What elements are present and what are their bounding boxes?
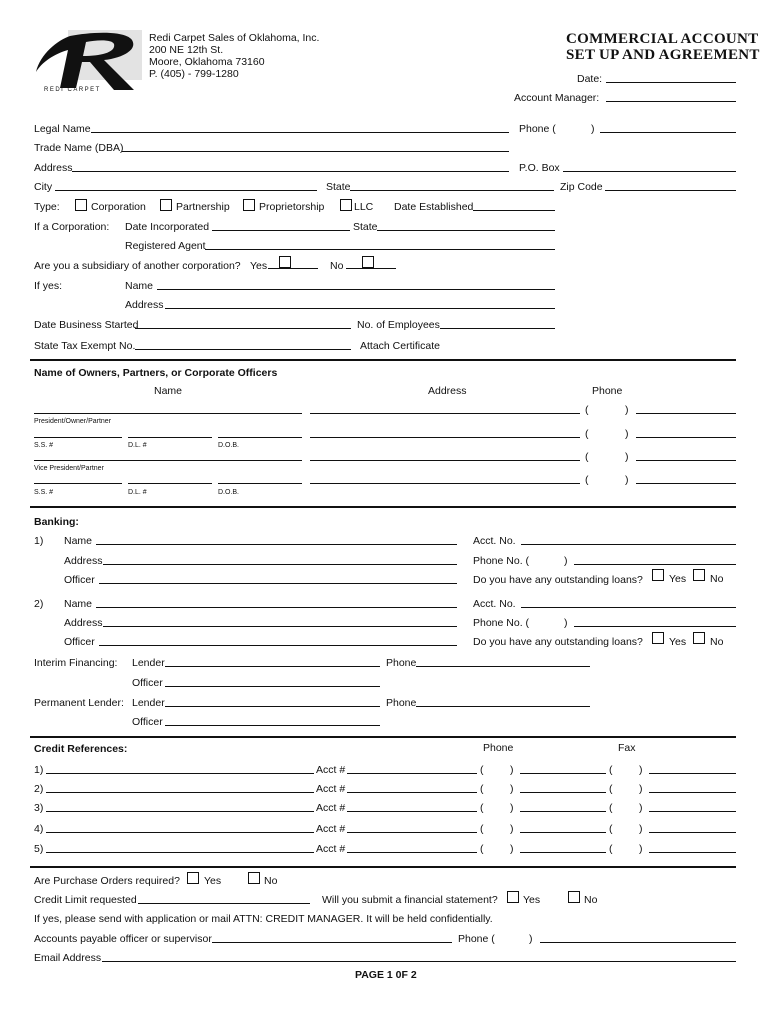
credit-ref-fax-open: ( bbox=[609, 843, 613, 855]
credit-ref-fax-open: ( bbox=[609, 783, 613, 795]
divider-2 bbox=[30, 506, 736, 508]
trade-name-label: Trade Name (DBA) bbox=[34, 142, 124, 154]
email-field[interactable] bbox=[102, 961, 736, 962]
date-established-field[interactable] bbox=[473, 210, 555, 211]
bank2-name-field[interactable] bbox=[96, 607, 457, 608]
po-no-checkbox[interactable] bbox=[248, 872, 260, 884]
partnership-label: Partnership bbox=[176, 201, 230, 213]
financial-statement-question: Will you submit a financial statement? bbox=[322, 894, 498, 906]
owner1-dl-field[interactable] bbox=[128, 437, 212, 438]
owner1-ss-label: S.S. # bbox=[34, 442, 54, 449]
owner1-dob-label: D.O.B. bbox=[218, 442, 240, 449]
bank1-loans-yes-label: Yes bbox=[669, 573, 687, 585]
credit-ref-fax-field[interactable] bbox=[649, 852, 736, 853]
credit-ref-name-field[interactable] bbox=[46, 832, 314, 833]
date-incorporated-label: Date Incorporated bbox=[125, 221, 210, 233]
owner1-phone-field[interactable] bbox=[636, 413, 736, 414]
bank1-phone-field[interactable] bbox=[574, 564, 736, 565]
credit-ref-number: 1) bbox=[34, 764, 44, 776]
permanent-lender-label: Permanent Lender: bbox=[34, 697, 124, 709]
bank1-loans-question: Do you have any outstanding loans? bbox=[473, 574, 643, 586]
credit-limit-field[interactable] bbox=[138, 903, 310, 904]
credit-ref-phone-close: ) bbox=[510, 823, 514, 835]
credit-ref-fax-field[interactable] bbox=[649, 811, 736, 812]
page-number: PAGE 1 0F 2 bbox=[355, 969, 417, 981]
owner2-phone-open: ( bbox=[585, 451, 589, 463]
llc-label: LLC bbox=[354, 201, 374, 213]
permanent-lender-field[interactable] bbox=[165, 706, 380, 707]
credit-ref-fax-close: ) bbox=[639, 843, 643, 855]
bank2-phone-close: ) bbox=[564, 617, 568, 629]
interim-phone-label: Phone bbox=[386, 657, 417, 669]
interim-phone-field[interactable] bbox=[416, 666, 590, 667]
attach-certificate-label: Attach Certificate bbox=[360, 340, 440, 352]
bank2-phone-label: Phone No. ( bbox=[473, 617, 530, 629]
owner2-dob-label: D.O.B. bbox=[218, 489, 240, 496]
bank2-phone-field[interactable] bbox=[574, 626, 736, 627]
owner1-dl-label: D.L. # bbox=[128, 442, 147, 449]
credit-ref-fax-close: ) bbox=[639, 764, 643, 776]
parent-address-label: Address bbox=[125, 299, 164, 311]
owner2-phone2-field[interactable] bbox=[636, 483, 736, 484]
owner2-ss-label: S.S. # bbox=[34, 489, 54, 496]
employees-field[interactable] bbox=[440, 328, 555, 329]
parent-name-field[interactable] bbox=[157, 289, 555, 290]
credit-ref-name-field[interactable] bbox=[46, 792, 314, 793]
bank2-loans-no-label: No bbox=[710, 636, 724, 648]
date-field[interactable] bbox=[606, 82, 736, 83]
subsidiary-no-line bbox=[346, 268, 396, 269]
owners-col-address: Address bbox=[428, 385, 467, 397]
owners-heading: Name of Owners, Partners, or Corporate Officers bbox=[34, 367, 278, 379]
owner1-dob-field[interactable] bbox=[218, 437, 302, 438]
if-yes-label: If yes: bbox=[34, 280, 63, 292]
zip-label: Zip Code bbox=[560, 181, 603, 193]
credit-ref-phone-open: ( bbox=[480, 843, 484, 855]
account-manager-field[interactable] bbox=[606, 101, 736, 102]
credit-ref-fax-open: ( bbox=[609, 764, 613, 776]
po-yes-label: Yes bbox=[204, 875, 222, 887]
credit-ref-name-field[interactable] bbox=[46, 852, 314, 853]
credit-ref-phone-open: ( bbox=[480, 823, 484, 835]
logo-text: REDI CARPET bbox=[44, 87, 101, 93]
bank2-officer-label: Officer bbox=[64, 636, 95, 648]
credit-ref-fax-open: ( bbox=[609, 802, 613, 814]
incorporated-state-field[interactable] bbox=[377, 230, 555, 231]
po-yes-checkbox[interactable] bbox=[187, 872, 199, 884]
owner2-name-field[interactable] bbox=[34, 460, 302, 461]
parent-name-label: Name bbox=[125, 280, 154, 292]
credit-ref-phone-close: ) bbox=[510, 802, 514, 814]
credit-ref-phone-field[interactable] bbox=[520, 832, 606, 833]
interim-lender-label: Lender bbox=[132, 657, 165, 669]
if-corporation-label: If a Corporation: bbox=[34, 221, 110, 233]
credit-ref-phone-field[interactable] bbox=[520, 773, 606, 774]
owner1-ss-field[interactable] bbox=[34, 437, 122, 438]
legal-name-field[interactable] bbox=[91, 132, 509, 133]
registered-agent-field[interactable] bbox=[205, 249, 555, 250]
date-established-label: Date Established bbox=[394, 201, 474, 213]
corporation-checkbox[interactable] bbox=[75, 199, 87, 211]
subsidiary-question: Are you a subsidiary of another corporation? bbox=[34, 260, 241, 272]
credit-ref-number: 5) bbox=[34, 843, 44, 855]
tax-exempt-label: State Tax Exempt No. bbox=[34, 340, 136, 352]
credit-ref-acct-label: Acct # bbox=[316, 764, 346, 776]
tax-exempt-field[interactable] bbox=[135, 349, 351, 350]
interim-officer-field[interactable] bbox=[165, 686, 380, 687]
bank2-acct-label: Acct. No. bbox=[473, 598, 516, 610]
credit-ref-phone-close: ) bbox=[510, 843, 514, 855]
confidential-notice: If yes, please send with application or mail ATTN: CREDIT MANAGER. It will be held confidentially. bbox=[34, 913, 493, 925]
llc-checkbox[interactable] bbox=[340, 199, 352, 211]
company-address1: 200 NE 12th St. bbox=[149, 44, 224, 56]
credit-ref-acct-label: Acct # bbox=[316, 783, 346, 795]
credit-ref-fax-close: ) bbox=[639, 802, 643, 814]
owner2-phone-field[interactable] bbox=[636, 460, 736, 461]
owner2-phone2-open: ( bbox=[585, 474, 589, 486]
type-label: Type: bbox=[34, 201, 60, 213]
proprietorship-label: Proprietorship bbox=[259, 201, 325, 213]
credit-ref-acct-field[interactable] bbox=[347, 773, 477, 774]
credit-ref-phone-field[interactable] bbox=[520, 811, 606, 812]
credit-ref-fax-open: ( bbox=[609, 823, 613, 835]
owner1-role-label: President/Owner/Partner bbox=[34, 418, 112, 425]
permanent-phone-label: Phone bbox=[386, 697, 417, 709]
divider-1 bbox=[30, 359, 736, 361]
bank1-number: 1) bbox=[34, 535, 44, 547]
state-field[interactable] bbox=[350, 190, 554, 191]
credit-ref-acct-field[interactable] bbox=[347, 832, 477, 833]
bank1-officer-field[interactable] bbox=[99, 583, 457, 584]
credit-ref-phone-open: ( bbox=[480, 764, 484, 776]
owner2-phone-close: ) bbox=[625, 451, 629, 463]
bank2-loans-no-checkbox[interactable] bbox=[693, 632, 705, 644]
owner1-phone2-open: ( bbox=[585, 428, 589, 440]
company-phone: P. (405) - 799-1280 bbox=[149, 68, 239, 80]
permanent-officer-field[interactable] bbox=[165, 725, 380, 726]
bank2-name-label: Name bbox=[64, 598, 93, 610]
address-field[interactable] bbox=[72, 171, 509, 172]
city-field[interactable] bbox=[55, 190, 317, 191]
subsidiary-no-checkbox[interactable] bbox=[362, 256, 374, 268]
credit-col-phone: Phone bbox=[483, 742, 514, 754]
divider-4 bbox=[30, 866, 736, 868]
proprietorship-checkbox[interactable] bbox=[243, 199, 255, 211]
banking-heading: Banking: bbox=[34, 516, 79, 528]
date-started-label: Date Business Started bbox=[34, 319, 139, 331]
interim-lender-field[interactable] bbox=[165, 666, 380, 667]
credit-ref-phone-close: ) bbox=[510, 764, 514, 776]
phone-close: ) bbox=[591, 123, 595, 135]
owner2-ss-field[interactable] bbox=[34, 483, 122, 484]
bank2-officer-field[interactable] bbox=[99, 645, 457, 646]
ap-officer-label: Accounts payable officer or supervisor bbox=[34, 933, 212, 945]
divider-3 bbox=[30, 736, 736, 738]
ap-phone-close: ) bbox=[529, 933, 533, 945]
bank1-name-label: Name bbox=[64, 535, 93, 547]
owners-col-phone: Phone bbox=[592, 385, 623, 397]
owner2-dl-field[interactable] bbox=[128, 483, 212, 484]
credit-ref-acct-field[interactable] bbox=[347, 792, 477, 793]
interim-officer-label: Officer bbox=[132, 677, 163, 689]
credit-ref-fax-field[interactable] bbox=[649, 773, 736, 774]
bank1-address-label: Address bbox=[64, 555, 103, 567]
parent-address-field[interactable] bbox=[165, 308, 555, 309]
po-no-label: No bbox=[264, 875, 278, 887]
registered-agent-label: Registered Agent bbox=[125, 240, 206, 252]
phone-label: Phone ( bbox=[519, 123, 556, 135]
bank1-loans-no-label: No bbox=[710, 573, 724, 585]
bank1-officer-label: Officer bbox=[64, 574, 95, 586]
owner2-phone2-close: ) bbox=[625, 474, 629, 486]
credit-ref-phone-open: ( bbox=[480, 802, 484, 814]
bank1-loans-yes-checkbox[interactable] bbox=[652, 569, 664, 581]
owner1-phone2-field[interactable] bbox=[636, 437, 736, 438]
account-manager-label: Account Manager: bbox=[514, 92, 600, 104]
address-label: Address bbox=[34, 162, 73, 174]
credit-col-fax: Fax bbox=[618, 742, 636, 754]
credit-ref-name-field[interactable] bbox=[46, 811, 314, 812]
credit-ref-fax-close: ) bbox=[639, 783, 643, 795]
bank1-phone-close: ) bbox=[564, 555, 568, 567]
owner1-phone-open: ( bbox=[585, 404, 589, 416]
legal-name-label: Legal Name bbox=[34, 123, 91, 135]
credit-ref-number: 4) bbox=[34, 823, 44, 835]
bank1-acct-field[interactable] bbox=[521, 544, 736, 545]
bank1-acct-label: Acct. No. bbox=[473, 535, 516, 547]
ap-phone-label: Phone ( bbox=[458, 933, 495, 945]
form-title-line2: SET UP AND AGREEMENT bbox=[566, 47, 760, 63]
form-title-line1: COMMERCIAL ACCOUNT bbox=[566, 31, 759, 47]
subsidiary-yes-label: Yes bbox=[250, 260, 268, 272]
subsidiary-no-label: No bbox=[330, 260, 344, 272]
city-label: City bbox=[34, 181, 53, 193]
bank2-address-field[interactable] bbox=[103, 626, 457, 627]
purchase-orders-question: Are Purchase Orders required? bbox=[34, 875, 180, 887]
date-label: Date: bbox=[577, 73, 603, 85]
subsidiary-yes-checkbox[interactable] bbox=[279, 256, 291, 268]
credit-ref-number: 3) bbox=[34, 802, 44, 814]
credit-ref-phone-field[interactable] bbox=[520, 792, 606, 793]
credit-heading: Credit References: bbox=[34, 743, 128, 755]
bank1-name-field[interactable] bbox=[96, 544, 457, 545]
financial-no-checkbox[interactable] bbox=[568, 891, 580, 903]
credit-ref-phone-open: ( bbox=[480, 783, 484, 795]
po-box-label: P.O. Box bbox=[519, 162, 560, 174]
owner2-address-field[interactable] bbox=[310, 460, 580, 461]
credit-ref-fax-field[interactable] bbox=[649, 792, 736, 793]
state-label: State bbox=[326, 181, 351, 193]
owner2-role-label: Vice President/Partner bbox=[34, 465, 104, 472]
owner1-phone-close: ) bbox=[625, 404, 629, 416]
credit-ref-name-field[interactable] bbox=[46, 773, 314, 774]
email-label: Email Address bbox=[34, 952, 102, 964]
credit-ref-acct-label: Acct # bbox=[316, 802, 346, 814]
phone-field[interactable] bbox=[600, 132, 736, 133]
permanent-officer-label: Officer bbox=[132, 716, 163, 728]
credit-ref-fax-field[interactable] bbox=[649, 832, 736, 833]
owner1-address-field[interactable] bbox=[310, 413, 580, 414]
credit-ref-number: 2) bbox=[34, 783, 44, 795]
credit-limit-label: Credit Limit requested bbox=[34, 894, 137, 906]
partnership-checkbox[interactable] bbox=[160, 199, 172, 211]
credit-ref-acct-field[interactable] bbox=[347, 852, 477, 853]
financial-no-label: No bbox=[584, 894, 598, 906]
credit-ref-acct-field[interactable] bbox=[347, 811, 477, 812]
corporation-label: Corporation bbox=[91, 201, 146, 213]
ap-officer-field[interactable] bbox=[212, 942, 452, 943]
permanent-lender-name-label: Lender bbox=[132, 697, 165, 709]
owner1-phone2-close: ) bbox=[625, 428, 629, 440]
bank1-loans-no-checkbox[interactable] bbox=[693, 569, 705, 581]
bank2-acct-field[interactable] bbox=[521, 607, 736, 608]
bank2-loans-yes-label: Yes bbox=[669, 636, 687, 648]
zip-field[interactable] bbox=[605, 190, 736, 191]
employees-label: No. of Employees bbox=[357, 319, 440, 331]
owner2-dob-field[interactable] bbox=[218, 483, 302, 484]
bank2-loans-question: Do you have any outstanding loans? bbox=[473, 636, 643, 648]
bank2-loans-yes-checkbox[interactable] bbox=[652, 632, 664, 644]
owner1-name-field[interactable] bbox=[34, 413, 302, 414]
credit-ref-phone-field[interactable] bbox=[520, 852, 606, 853]
owner2-dl-label: D.L. # bbox=[128, 489, 147, 496]
credit-ref-acct-label: Acct # bbox=[316, 843, 346, 855]
interim-financing-label: Interim Financing: bbox=[34, 657, 118, 669]
company-address2: Moore, Oklahoma 73160 bbox=[149, 56, 265, 68]
credit-ref-fax-close: ) bbox=[639, 823, 643, 835]
bank2-address-label: Address bbox=[64, 617, 103, 629]
owner2-address2-field[interactable] bbox=[310, 483, 580, 484]
trade-name-field[interactable] bbox=[122, 151, 509, 152]
ap-phone-field[interactable] bbox=[540, 942, 736, 943]
date-incorporated-field[interactable] bbox=[212, 230, 350, 231]
bank2-number: 2) bbox=[34, 598, 44, 610]
credit-ref-phone-close: ) bbox=[510, 783, 514, 795]
bank1-address-field[interactable] bbox=[103, 564, 457, 565]
financial-yes-label: Yes bbox=[523, 894, 541, 906]
bank1-phone-label: Phone No. ( bbox=[473, 555, 530, 567]
subsidiary-yes-line bbox=[268, 268, 318, 269]
incorporated-state-label: State bbox=[353, 221, 378, 233]
financial-yes-checkbox[interactable] bbox=[507, 891, 519, 903]
date-started-field[interactable] bbox=[135, 328, 351, 329]
permanent-phone-field[interactable] bbox=[416, 706, 590, 707]
po-box-field[interactable] bbox=[563, 171, 736, 172]
owners-col-name: Name bbox=[154, 385, 183, 397]
owner1-address2-field[interactable] bbox=[310, 437, 580, 438]
credit-ref-acct-label: Acct # bbox=[316, 823, 346, 835]
company-name: Redi Carpet Sales of Oklahoma, Inc. bbox=[149, 32, 320, 44]
